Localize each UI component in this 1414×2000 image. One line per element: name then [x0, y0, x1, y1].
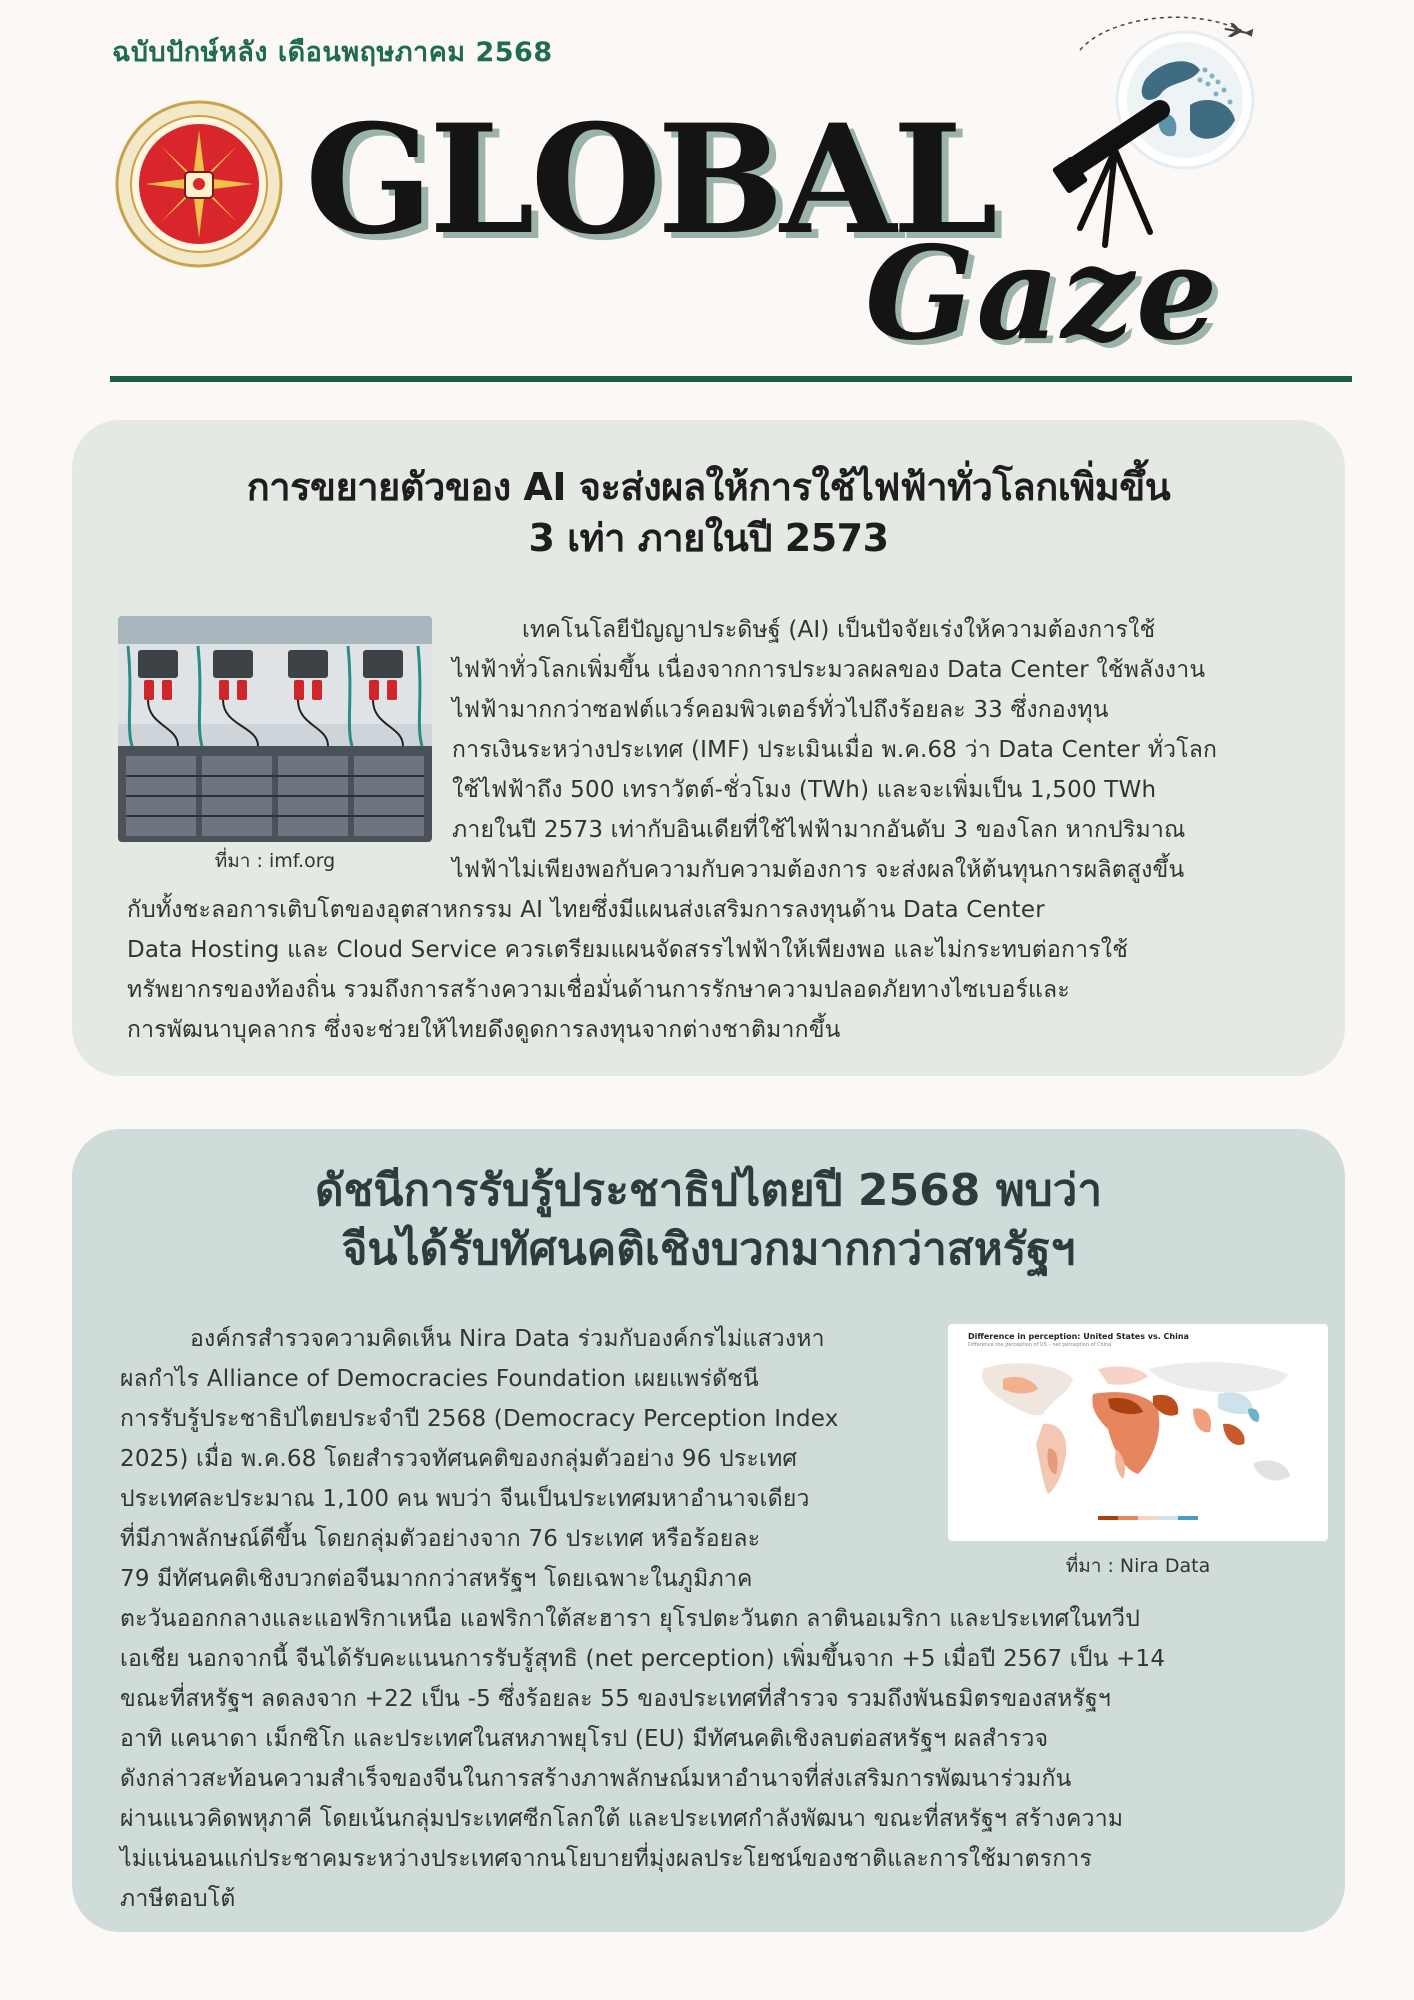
datacenter-photo [118, 616, 432, 842]
text-line: ใช้ไฟฟ้าถึง 500 เทราวัตต์-ชั่วโมง (TWh) และจะเพิ่มเป็น 1,500 TWh [452, 777, 1157, 803]
text-line: ไฟฟ้าทั่วโลกเพิ่มขึ้น เนื่องจากการประมวลผลของ Data Center ใช้พลังงาน [452, 657, 1206, 683]
masthead-subtitle: Gaze [865, 219, 1220, 369]
text-line: ผ่านแนวคิดพหุภาคี โดยเน้นกลุ่มประเทศซีกโลกใต้ และประเทศกำลังพัฒนา ขณะที่สหรัฐฯ สร้างความ [120, 1806, 1124, 1832]
text-line: ที่มีภาพลักษณ์ดีขึ้น โดยกลุ่มตัวอย่างจาก 76 ประเทศ หรือร้อยละ [120, 1526, 761, 1552]
article-title-line: 3 เท่า ภายในปี 2573 [528, 516, 889, 561]
text-line: ทรัพยากรของท้องถิ่น รวมถึงการสร้างความเชื่อมั่นด้านการรักษาความปลอดภัยทางไซเบอร์และ [127, 977, 1070, 1003]
text-line: 2025) เมื่อ พ.ค.68 โดยสำรวจทัศนคติของกลุ่มตัวอย่าง 96 ประเทศ [120, 1446, 798, 1472]
article-title-line: จีนได้รับทัศนคติเชิงบวกมากกว่าสหรัฐฯ [341, 1224, 1076, 1276]
text-line: การพัฒนาบุคลากร ซึ่งจะช่วยให้ไทยดึงดูดการลงทุนจากต่างชาติมากขึ้น [127, 1017, 841, 1043]
map-subtitle: Difference the perception of US – net perception of China [968, 1342, 1112, 1348]
text-line: กับทั้งชะลอการเติบโตของอุตสาหกรรม AI ไทยซึ่งมีแผนส่งเสริมการลงทุนด้าน Data Center [127, 897, 1045, 923]
text-line [120, 1319, 934, 1359]
text-line: Data Hosting และ Cloud Service ควรเตรียมแผนจัดสรรไฟฟ้าให้เพียงพอ และไม่กระทบต่อการใช้ [127, 937, 1129, 963]
text-line: ไฟฟ้ามากกว่าซอฟต์แวร์คอมพิวเตอร์ทั่วไปถึงร้อยละ 33 ซึ่งกองทุน [452, 697, 1109, 723]
ministry-seal-icon [115, 100, 283, 268]
text-line: ผลกำไร Alliance of Democracies Foundation เผยแพร่ดัชนี [120, 1366, 759, 1392]
map-title: Difference in perception: United States vs. China [968, 1332, 1189, 1341]
image-caption: ที่มา : Nira Data [1065, 1555, 1211, 1577]
text-line: อาทิ แคนาดา เม็กซิโก และประเทศในสหภาพยุโรป (EU) มีทัศนคติเชิงลบต่อสหรัฐฯ ผลสำรวจ [120, 1726, 1049, 1752]
article-title [72, 1161, 1345, 1280]
text-line: ไฟฟ้าไม่เพียงพอกับความกับความต้องการ จะส่งผลให้ต้นทุนการผลิตสูงขึ้น [452, 857, 1185, 883]
masthead-title: GLOBAL [305, 92, 994, 268]
image-caption: ที่มา : imf.org [214, 850, 336, 872]
text-line [452, 610, 1312, 650]
article-card-ai-electricity [72, 420, 1345, 1076]
header-divider [110, 376, 1352, 382]
article-title-line: การขยายตัวของ AI จะส่งผลให้การใช้ไฟฟ้าทั่วโลกเพิ่มขึ้น [246, 465, 1171, 509]
article-title [72, 462, 1345, 565]
text-line: การรับรู้ประชาธิปไตยประจำปี 2568 (Democracy Perception Index [120, 1406, 839, 1432]
text-line: ดังกล่าวสะท้อนความสำเร็จของจีนในการสร้างภาพลักษณ์มหาอำนาจที่ส่งเสริมการพัฒนาร่วมกัน [120, 1766, 1072, 1792]
text-line: 79 มีทัศนคติเชิงบวกต่อจีนมากกว่าสหรัฐฯ โดยเฉพาะในภูมิภาค [120, 1566, 753, 1592]
issue-label: ฉบับปักษ์หลัง เดือนพฤษภาคม 2568 [112, 37, 553, 68]
perception-map-figure [948, 1324, 1328, 1541]
text-line: การเงินระหว่างประเทศ (IMF) ประเมินเมื่อ พ.ค.68 ว่า Data Center ทั่วโลก [452, 737, 1218, 763]
text-line-content: เทคโนโลยีปัญญาประดิษฐ์ (AI) เป็นปัจจัยเร่งให้ความต้องการใช้ [522, 617, 1156, 643]
world-map-image [948, 1324, 1328, 1541]
article-title-line: ดัชนีการรับรู้ประชาธิปไตยปี 2568 พบว่า [314, 1165, 1103, 1216]
text-line: ประเทศละประมาณ 1,100 คน พบว่า จีนเป็นประเทศมหาอำนาจเดียว [120, 1486, 810, 1512]
article-body-full [127, 890, 1317, 1050]
article-body-beside [120, 1319, 934, 1599]
article-card-democracy-index [72, 1129, 1345, 1932]
text-line-content: องค์กรสำรวจความคิดเห็น Nira Data ร่วมกับองค์กรไม่แสวงหา [190, 1326, 825, 1352]
telescope-globe-icon [1040, 10, 1270, 250]
article-body-beside [452, 610, 1312, 890]
text-line: ตะวันออกกลางและแอฟริกาเหนือ แอฟริกาใต้สะฮารา ยุโรปตะวันตก ลาตินอเมริกา และประเทศในทวีป [120, 1606, 1141, 1632]
text-line: ภายในปี 2573 เท่ากับอินเดียที่ใช้ไฟฟ้ามากอันดับ 3 ของโลก หากปริมาณ [452, 817, 1186, 843]
text-line: เอเชีย นอกจากนี้ จีนได้รับคะแนนการรับรู้สุทธิ (net perception) เพิ่มขึ้นจาก +5 เมื่อปี 2567 เป็น +14 [120, 1646, 1166, 1672]
text-line: ภาษีตอบโต้ [120, 1886, 236, 1912]
article-body-full [120, 1599, 1305, 1919]
text-line: ขณะที่สหรัฐฯ ลดลงจาก +22 เป็น -5 ซึ่งร้อยละ 55 ของประเทศที่สำรวจ รวมถึงพันธมิตรของสหรัฐฯ [120, 1686, 1111, 1712]
text-line: ไม่แน่นอนแก่ประชาคมระหว่างประเทศจากนโยบายที่มุ่งผลประโยชน์ของชาติและการใช้มาตรการ [120, 1846, 1093, 1872]
